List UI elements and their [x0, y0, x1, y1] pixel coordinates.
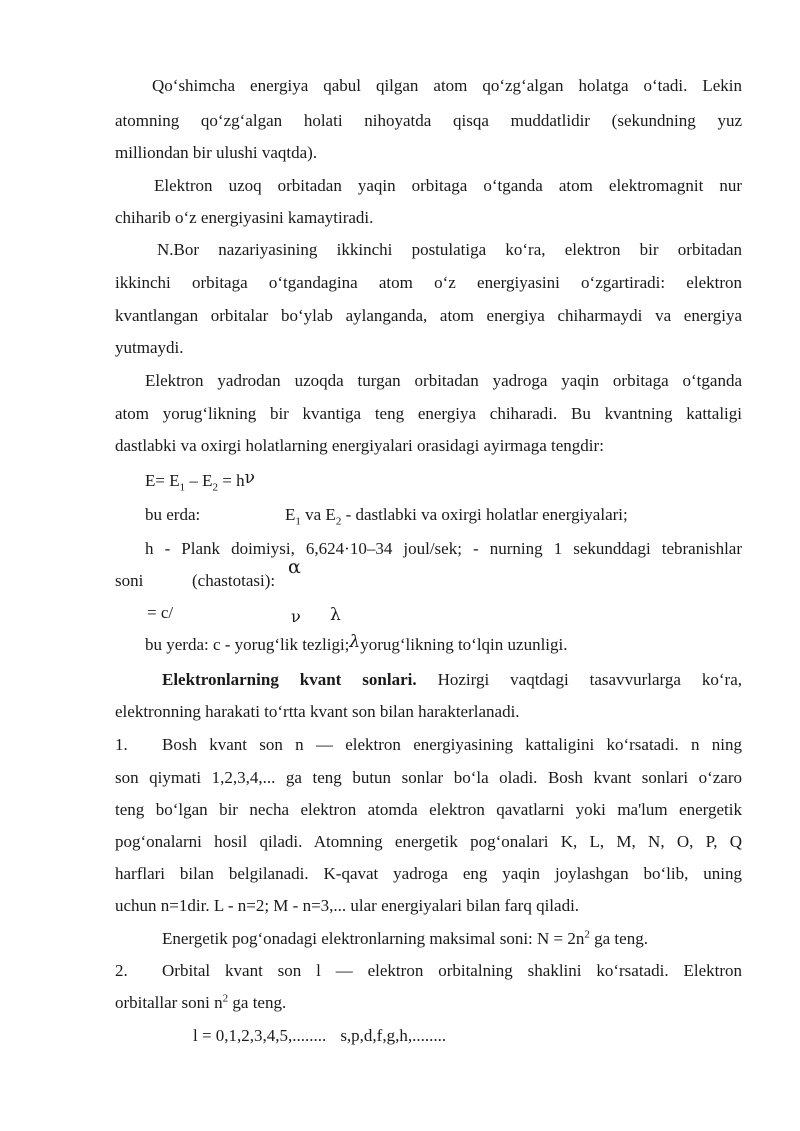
section-line2: elektronning harakati to‘rtta kvant son bilan harakterlanadi. [115, 702, 520, 721]
item2-number: 2. [115, 961, 128, 980]
para4-line1: Elektron yadrodan uzoqda turgan orbitadan yadroga yaqin orbitaga o‘tganda [145, 371, 742, 390]
item1-number: 1. [115, 735, 128, 754]
quantum-l-values: l = 0,1,2,3,4,5,........ s,p,d,f,g,h,........ [193, 1026, 447, 1045]
para2-line2: chiharib o‘z energiyasini kamaytiradi. [115, 208, 374, 227]
item1-line4: pog‘onalarni hosil qiladi. Atomning energetik pog‘onalari K, L, M, N, O, P, Q [115, 832, 742, 851]
alpha-symbol: α [288, 556, 301, 578]
section-line1: Elektronlarning kvant sonlari. Hozirgi vaqtdagi tasavvurlarga ko‘ra, [162, 670, 742, 689]
max-electrons-line: Energetik pog‘onadagi elektronlarning maksimal soni: $N = 2n^2$ ga teng. [162, 928, 648, 948]
planck-chastotasi: (chastotasi): [192, 571, 276, 590]
para2-line1: Elektron uzoq orbitadan yaqin orbitaga o‘tganda atom elektromagnit nur [154, 176, 742, 195]
nu-symbol: ν [244, 468, 255, 488]
where1-label: bu erda: [145, 505, 201, 524]
para3-line2: ikkinchi orbitaga o‘tgandagina atom o‘z energiyasini o‘zgartiradi: elektron [115, 273, 742, 292]
para4-line2: atom yorug‘likning bir kvantiga teng energiya chiharadi. Bu kvantning kattaligi [115, 404, 742, 423]
planck-line1: h - Plank doimiysi, 6,624·10–34 joul/sek; - nurning 1 sekunddagi tebranishlar [145, 539, 742, 558]
para3-line3: kvantlangan orbitalar bo‘ylab aylanganda, atom energiya chiharmaydi va energiya [115, 306, 742, 325]
where2-line: bu yerda: c - yorug‘lik tezligi;λyorug‘likning to‘lqin uzunligi. [145, 632, 568, 654]
para1-line2: atomning qo‘zg‘algan holati nihoyatda qisqa muddatlidir (sekundning yuz [115, 111, 742, 130]
lambda-symbol-2: λ [349, 632, 361, 652]
item1-line2: son qiymati 1,2,3,4,... ga teng butun sonlar bo‘la oladi. Bosh kvant sonlari o‘zaro [115, 768, 742, 787]
energy-formula: $E= E_1 - E_2 = h\nu$ [145, 468, 255, 494]
planck-soni: soni [115, 571, 144, 590]
item1-line1: Bosh kvant son n — elektron energiyasining kattaligini ko‘rsatadi. n ning [162, 735, 742, 754]
para1-line3: milliondan bir ulushi vaqtda). [115, 143, 318, 162]
item1-line3: teng bo‘lgan bir necha elektron atomda elektron qavatlarni yoki ma'lum energetik [115, 800, 742, 819]
section-title: Elektronlarning kvant sonlari. [162, 670, 417, 689]
para3-line4: yutmaydi. [115, 338, 184, 357]
item1-line5: harflari bilan belgilanadi. K-qavat yadroga eng yaqin joylashgan bo‘lib, uning [115, 864, 742, 883]
para1-line1: Qo‘shimcha energiya qabul qilgan atom qo‘zg‘algan holatga o‘tadi. Lekin [152, 76, 742, 95]
nu-symbol-2: ν [291, 607, 301, 626]
item2-line1: Orbital kvant son l — elektron orbitalning shaklini ko‘rsatadi. Elektron [162, 961, 742, 980]
para3-line1: N.Bor nazariyasining ikkinchi postulatiga ko‘ra, elektron bir orbitadan [157, 240, 742, 259]
where1-definition: $E_1$ va $E_2$ - dastlabki va oxirgi holatlar energiyalari; [285, 505, 628, 528]
eq2-text: = c/ [147, 603, 174, 622]
item1-line6: uchun n=1dir. L - n=2; M - n=3,... ular energiyalari bilan farq qiladi. [115, 896, 580, 915]
item2-line2: orbitallar soni $n^2$ ga teng. [115, 992, 287, 1012]
lambda-symbol: λ [330, 605, 341, 625]
para4-line3: dastlabki va oxirgi holatlarning energiyalari orasidagi ayirmaga tengdir: [115, 436, 604, 455]
